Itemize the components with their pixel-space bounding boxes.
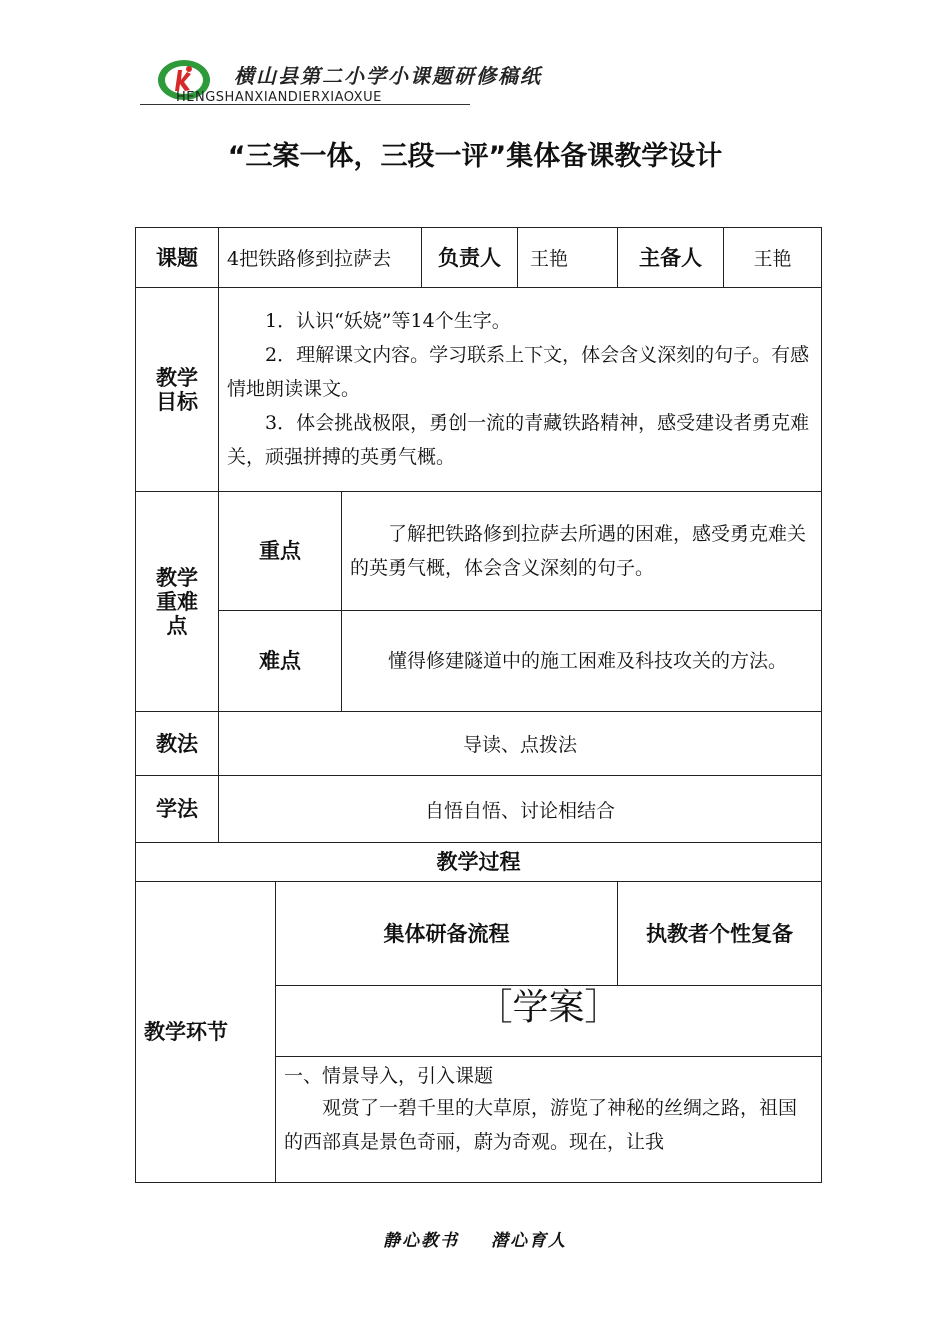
teaching-method-label: 教法 xyxy=(136,712,219,776)
leader-label: 负责人 xyxy=(422,228,518,288)
difficulty-content xyxy=(342,611,822,712)
lesson-plan-table xyxy=(135,227,822,1183)
leader-value: 王艳 xyxy=(518,228,618,288)
topic-value: 4把铁路修到拉萨去 xyxy=(219,228,422,288)
collective-column-header: 集体研备流程 xyxy=(276,882,618,986)
learning-method-value: 自悟自悟、讨论相结合 xyxy=(219,776,822,843)
topic-label: 课题 xyxy=(136,228,219,288)
section-content xyxy=(276,1057,822,1183)
preparer-label: 主备人 xyxy=(618,228,724,288)
preparer-value: 王艳 xyxy=(724,228,822,288)
goals-row xyxy=(136,288,822,492)
teaching-method-value: 导读、点拨法 xyxy=(219,712,822,776)
header-divider xyxy=(140,104,470,105)
difficulty-text: 懂得修建隧道中的施工困难及科技攻关的方法。 xyxy=(388,650,788,672)
process-heading-row xyxy=(136,843,822,882)
footer-motto-left: 静心教书 xyxy=(383,1231,460,1251)
goals-content xyxy=(219,288,822,492)
process-heading: 教学过程 xyxy=(136,843,822,882)
info-row xyxy=(136,228,822,288)
page-footer xyxy=(0,1226,950,1251)
focus-content xyxy=(342,492,822,611)
process-columns-row xyxy=(136,882,822,986)
plan-title: ［学案］ xyxy=(276,986,822,1057)
section-1-title: 一、情景导入，引入课题 xyxy=(284,1065,494,1087)
key-points-label: 教学重难点 xyxy=(136,492,219,712)
difficulty-row xyxy=(136,611,822,712)
teaching-method-row xyxy=(136,712,822,776)
document-title: “三案一体，三段一评”集体备课教学设计 xyxy=(227,141,723,172)
focus-row xyxy=(136,492,822,611)
goals-label: 教学目标 xyxy=(136,288,219,492)
school-pinyin: HENGSHANXIANDIERXIAOXUE xyxy=(176,90,382,105)
school-name: 横山县第二小学小课题研修稿纸 xyxy=(234,64,542,88)
goal-item-1: 1．认识“妖娆”等14个生字。 xyxy=(265,309,511,332)
focus-text: 了解把铁路修到拉萨去所遇的困难，感受勇克难关的英勇气概，体会含义深刻的句子。 xyxy=(350,523,807,579)
page-header xyxy=(140,54,560,106)
personal-column-header: 执教者个性复备 xyxy=(618,882,822,986)
difficulty-label: 难点 xyxy=(219,611,342,712)
learning-method-label: 学法 xyxy=(136,776,219,843)
goal-item-3: 3．体会挑战极限，勇创一流的青藏铁路精神，感受建设者勇克难关，顽强拼搏的英勇气概。 xyxy=(227,411,810,468)
section-1-text: 观赏了一碧千里的大草原，游览了神秘的丝绸之路，祖国的西部真是景色奇丽，蔚为奇观。现在，让我 xyxy=(284,1097,798,1153)
goal-item-2: 2．理解课文内容。学习联系上下文，体会含义深刻的句子。有感情地朗读课文。 xyxy=(227,343,810,400)
focus-label: 重点 xyxy=(219,492,342,611)
footer-motto-right: 潜心育人 xyxy=(490,1231,567,1251)
learning-method-row xyxy=(136,776,822,843)
stage-label: 教学环节 xyxy=(136,882,276,1183)
